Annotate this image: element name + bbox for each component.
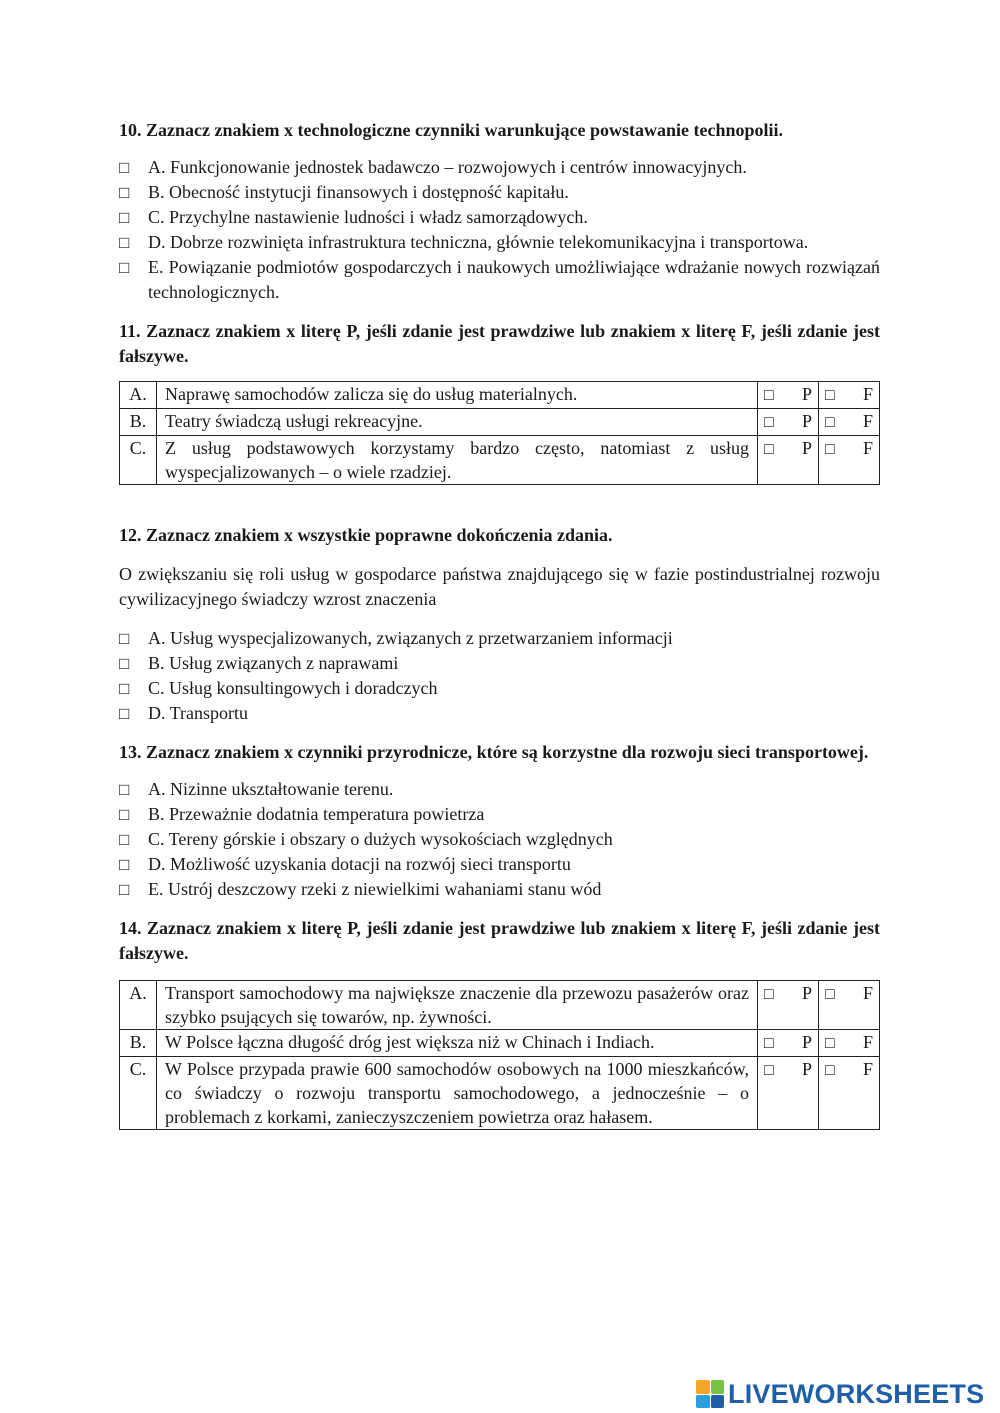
option-label: D. Możliwość uzyskania dotacji na rozwój sieci transportu [148, 854, 571, 874]
checkbox-icon[interactable]: □ [764, 1035, 774, 1052]
false-option[interactable] [819, 382, 880, 409]
logo-text: LIVEWORKSHEETS [728, 1378, 985, 1409]
option-item[interactable] [119, 255, 880, 305]
checkbox-icon[interactable]: □ [119, 805, 130, 824]
checkbox-icon[interactable]: □ [119, 654, 130, 673]
checkbox-icon[interactable]: □ [119, 158, 130, 177]
option-label: E. Powiązanie podmiotów gospodarczych i naukowych umożliwiające wdrażanie nowych rozwiązań technologicznych. [148, 257, 880, 302]
checkbox-icon[interactable]: □ [764, 414, 774, 431]
checkbox-icon[interactable]: □ [764, 986, 774, 1003]
row-label: C. [120, 436, 157, 485]
q10-options [119, 155, 880, 305]
checkbox-icon[interactable]: □ [119, 830, 130, 849]
checkbox-icon[interactable]: □ [825, 986, 835, 1003]
checkbox-icon[interactable]: □ [764, 387, 774, 404]
false-label: F [862, 1059, 873, 1079]
row-statement: Teatry świadczą usługi rekreacyjne. [157, 409, 758, 436]
option-item[interactable] [119, 155, 880, 180]
true-label: P [801, 983, 812, 1003]
option-label: E. Ustrój deszczowy rzeki z niewielkimi wahaniami stanu wód [148, 879, 602, 899]
option-item[interactable] [119, 626, 880, 651]
q12-options [119, 626, 880, 726]
false-label: F [862, 384, 873, 404]
true-option[interactable] [758, 436, 819, 485]
option-item[interactable] [119, 802, 880, 827]
true-option[interactable] [758, 1030, 819, 1057]
table-row [120, 1030, 880, 1057]
logo-square [711, 1380, 725, 1394]
option-item[interactable] [119, 205, 880, 230]
option-label: C. Przychylne nastawienie ludności i władz samorządowych. [148, 207, 588, 227]
false-option[interactable] [819, 1030, 880, 1057]
option-label: B. Przeważnie dodatnia temperatura powietrza [148, 804, 485, 824]
option-item[interactable] [119, 827, 880, 852]
false-option[interactable] [819, 409, 880, 436]
option-item[interactable] [119, 701, 880, 726]
true-label: P [801, 438, 812, 458]
table-row [120, 436, 880, 485]
table-row [120, 382, 880, 409]
option-label: A. Usług wyspecjalizowanych, związanych z przetwarzaniem informacji [148, 628, 673, 648]
checkbox-icon[interactable]: □ [825, 1035, 835, 1052]
q11-title: 11. Zaznacz znakiem x literę P, jeśli zdanie jest prawdziwe lub znakiem x literę F, jeśli zdanie jest fałszywe. [119, 321, 880, 366]
checkbox-icon[interactable]: □ [119, 233, 130, 252]
q10-title: 10. Zaznacz znakiem x technologiczne czynniki warunkujące powstawanie technopolii. [119, 120, 783, 140]
checkbox-icon[interactable]: □ [825, 1062, 835, 1079]
liveworksheets-logo [696, 1376, 984, 1412]
row-label: C. [120, 1057, 157, 1130]
checkbox-icon[interactable]: □ [119, 183, 130, 202]
table-row [120, 409, 880, 436]
row-label: A. [120, 382, 157, 409]
checkbox-icon[interactable]: □ [119, 629, 130, 648]
checkbox-icon[interactable]: □ [119, 704, 130, 723]
checkbox-icon[interactable]: □ [119, 855, 130, 874]
option-item[interactable] [119, 777, 880, 802]
option-label: B. Obecność instytucji finansowych i dostępność kapitału. [148, 182, 569, 202]
q12-intro: O zwiększaniu się roli usług w gospodarce państwa znajdującego się w fazie postindustrialnej rozwoju cywilizacyjnego świadczy wzrost znaczenia [119, 564, 880, 609]
row-label: A. [120, 981, 157, 1030]
option-label: B. Usług związanych z naprawami [148, 653, 399, 673]
checkbox-icon[interactable]: □ [825, 441, 835, 458]
option-label: D. Transportu [148, 703, 249, 723]
option-item[interactable] [119, 180, 880, 205]
row-label: B. [120, 409, 157, 436]
q13-title: 13. Zaznacz znakiem x czynniki przyrodnicze, które są korzystne dla rozwoju sieci transportowej. [119, 742, 869, 762]
worksheet-page [119, 118, 880, 1130]
false-label: F [862, 438, 873, 458]
logo-square [696, 1395, 710, 1409]
option-label: C. Usług konsultingowych i doradczych [148, 678, 438, 698]
option-label: D. Dobrze rozwinięta infrastruktura techniczna, głównie telekomunikacyjna i transportowa. [148, 232, 809, 252]
option-item[interactable] [119, 852, 880, 877]
logo-square [711, 1395, 725, 1409]
checkbox-icon[interactable]: □ [764, 1062, 774, 1079]
logo-icon [696, 1380, 724, 1408]
checkbox-icon[interactable]: □ [119, 208, 130, 227]
option-item[interactable] [119, 651, 880, 676]
option-item[interactable] [119, 877, 880, 902]
q13-options [119, 777, 880, 902]
true-option[interactable] [758, 382, 819, 409]
checkbox-icon[interactable]: □ [825, 387, 835, 404]
option-item[interactable] [119, 230, 880, 255]
true-option[interactable] [758, 981, 819, 1030]
false-option[interactable] [819, 436, 880, 485]
checkbox-icon[interactable]: □ [119, 679, 130, 698]
option-item[interactable] [119, 676, 880, 701]
option-label: A. Funkcjonowanie jednostek badawczo – rozwojowych i centrów innowacyjnych. [148, 157, 747, 177]
false-option[interactable] [819, 1057, 880, 1130]
true-label: P [801, 384, 812, 404]
row-label: B. [120, 1030, 157, 1057]
option-label: A. Nizinne ukształtowanie terenu. [148, 779, 394, 799]
false-label: F [862, 983, 873, 1003]
logo-square [696, 1380, 710, 1394]
true-label: P [801, 411, 812, 431]
q14-title: 14. Zaznacz znakiem x literę P, jeśli zdanie jest prawdziwe lub znakiem x literę F, jeśli zdanie jest fałszywe. [119, 918, 880, 963]
checkbox-icon[interactable]: □ [119, 780, 130, 799]
table-row [120, 1057, 880, 1130]
true-option[interactable] [758, 1057, 819, 1130]
true-option[interactable] [758, 409, 819, 436]
checkbox-icon[interactable]: □ [825, 414, 835, 431]
table-row [120, 981, 880, 1030]
false-label: F [862, 1032, 873, 1052]
row-statement: W Polsce przypada prawie 600 samochodów osobowych na 1000 mieszkańców, co świadczy o rozwoju transportu samochodowego, a jednocześnie – o problemach z korkami, zanieczyszczeniem powietrza oraz hałasem. [157, 1057, 758, 1130]
false-label: F [862, 411, 873, 431]
row-statement: Naprawę samochodów zalicza się do usług materialnych. [157, 382, 758, 409]
q11-table [119, 381, 880, 485]
row-statement: W Polsce łączna długość dróg jest większa niż w Chinach i Indiach. [157, 1030, 758, 1057]
checkbox-icon[interactable]: □ [764, 441, 774, 458]
true-label: P [801, 1059, 812, 1079]
q12-title: 12. Zaznacz znakiem x wszystkie poprawne dokończenia zdania. [119, 525, 613, 545]
checkbox-icon[interactable]: □ [119, 258, 130, 277]
option-label: C. Tereny górskie i obszary o dużych wysokościach względnych [148, 829, 613, 849]
checkbox-icon[interactable]: □ [119, 880, 130, 899]
false-option[interactable] [819, 981, 880, 1030]
q14-table [119, 980, 880, 1130]
row-statement: Z usług podstawowych korzystamy bardzo często, natomiast z usług wyspecjalizowanych – o wiele rzadziej. [157, 436, 758, 485]
true-label: P [801, 1032, 812, 1052]
row-statement: Transport samochodowy ma największe znaczenie dla przewozu pasażerów oraz szybko psujących się towarów, np. żywności. [157, 981, 758, 1030]
